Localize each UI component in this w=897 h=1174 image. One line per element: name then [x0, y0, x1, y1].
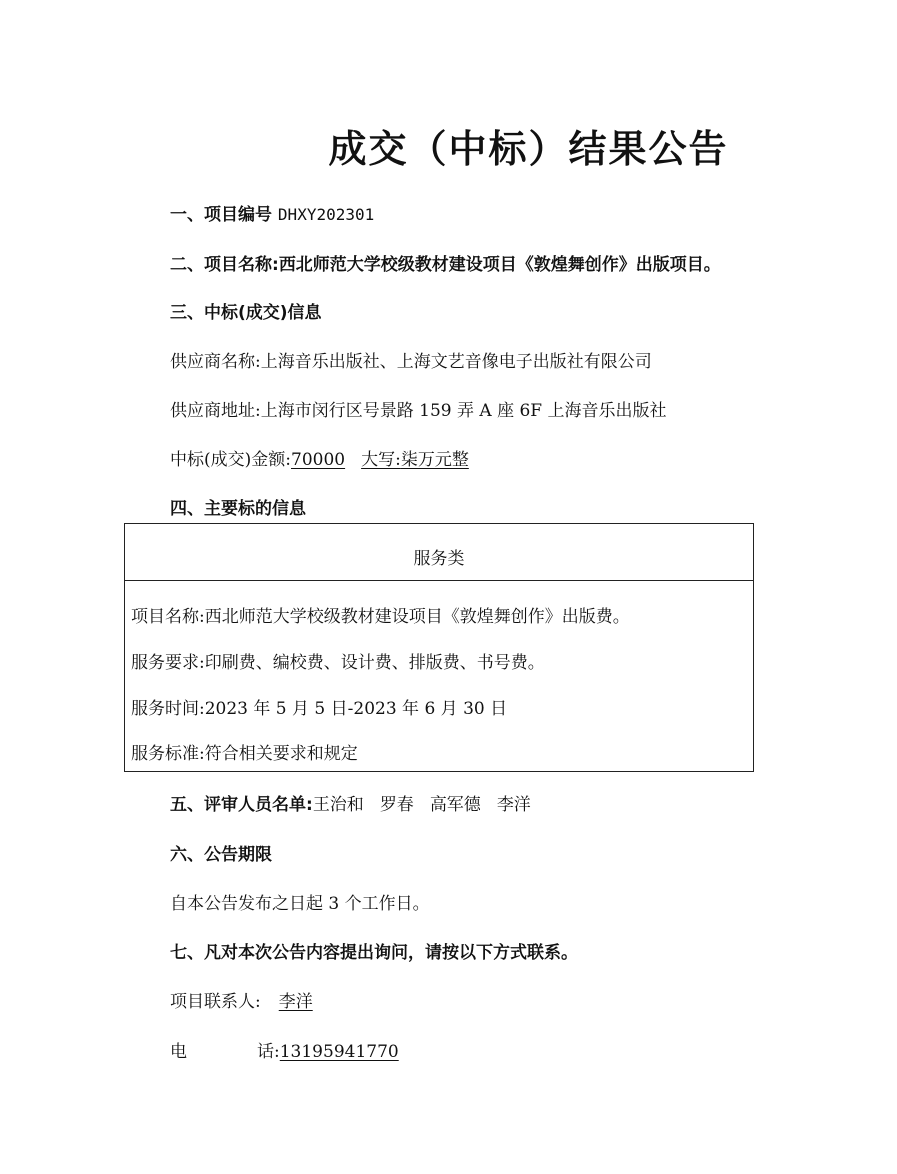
- section-main-subject-heading: 四、主要标的信息: [170, 499, 306, 519]
- award-amount-value: [291, 450, 469, 470]
- supplier-address-label: 供应商地址:: [170, 401, 261, 421]
- phone-label-second: 话:: [257, 1042, 280, 1062]
- phone-label-first: 电: [170, 1042, 187, 1062]
- section-award-info-heading: 三、中标(成交)信息: [170, 303, 322, 323]
- supplier-address-line: [170, 399, 667, 423]
- award-amount-label: 中标(成交)金额:: [170, 450, 291, 470]
- reviewers-line: [170, 793, 531, 817]
- project-name-line: [170, 253, 721, 277]
- award-amount-number: 70000: [291, 450, 346, 470]
- project-name-label: 二、项目名称:: [170, 255, 279, 275]
- notice-period-text: 自本公告发布之日起 3 个工作日。: [170, 894, 430, 914]
- table-row-service-period: 服务时间:2023 年 5 月 5 日-2023 年 6 月 30 日: [131, 699, 508, 719]
- contact-person-name: 李洋: [278, 992, 313, 1012]
- table-header-cell: 服务类: [125, 524, 753, 581]
- reviewer-name: 罗春: [379, 795, 414, 815]
- reviewer-name: 高军德: [429, 795, 481, 815]
- project-number-line: [170, 203, 374, 227]
- phone-value: 13195941770: [279, 1042, 399, 1062]
- section-contact-heading: 七、凡对本次公告内容提出询问，请按以下方式联系。: [170, 943, 578, 963]
- supplier-name-line: [170, 350, 652, 374]
- reviewer-name: 王治和: [312, 795, 364, 815]
- project-number-label: 一、项目编号: [170, 205, 272, 225]
- award-amount-line: [170, 448, 469, 472]
- contact-person-value: [261, 992, 337, 1012]
- reviewers-label: 五、评审人员名单:: [170, 795, 313, 815]
- reviewer-name: 李洋: [496, 795, 531, 815]
- contact-person-label: 项目联系人:: [170, 992, 261, 1012]
- table-row-project-name: 项目名称:西北师范大学校级教材建设项目《敦煌舞创作》出版费。: [131, 607, 630, 627]
- page-title: 成交（中标）结果公告: [328, 127, 729, 171]
- section-notice-period-heading: 六、公告期限: [170, 845, 272, 865]
- phone-line: [170, 1040, 399, 1064]
- project-number-value: DHXY202301: [277, 205, 375, 224]
- award-amount-words-label: 大写:: [361, 450, 401, 470]
- project-name-value: 西北师范大学校级教材建设项目《敦煌舞创作》出版项目。: [278, 255, 721, 275]
- supplier-name-label: 供应商名称:: [170, 352, 261, 372]
- subject-info-table: [124, 523, 754, 772]
- contact-person-line: [170, 990, 337, 1014]
- supplier-name-value: 上海音乐出版社、上海文艺音像电子出版社有限公司: [260, 352, 652, 372]
- supplier-address-value: 上海市闵行区号景路 159 弄 A 座 6F 上海音乐出版社: [260, 401, 667, 421]
- award-amount-words: 柒万元整: [400, 450, 469, 470]
- table-row-service-standard: 服务标准:符合相关要求和规定: [131, 744, 358, 764]
- table-row-service-requirements: 服务要求:印刷费、编校费、设计费、排版费、书号费。: [131, 653, 545, 673]
